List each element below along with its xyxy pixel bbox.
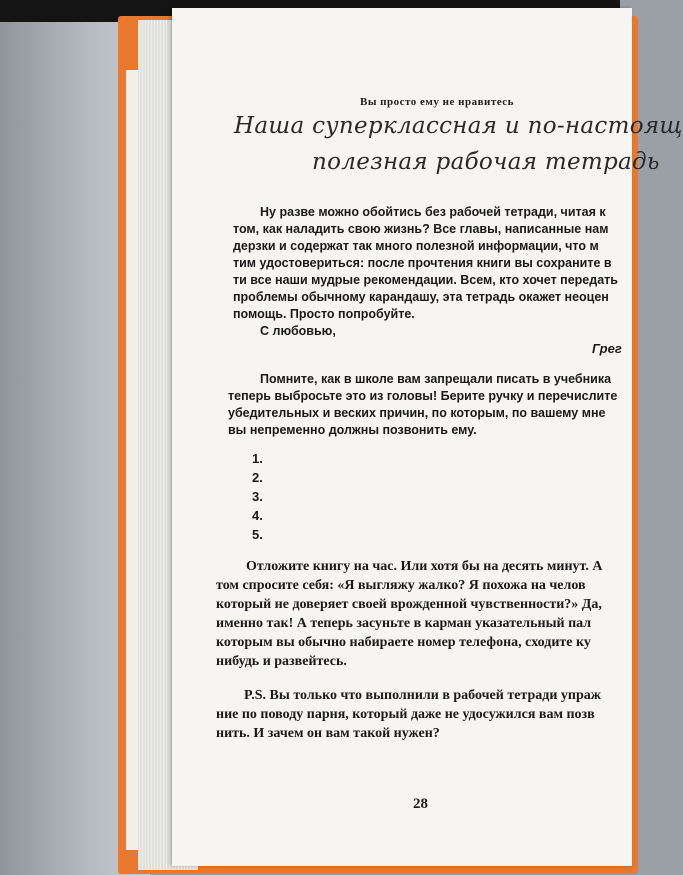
signature: Грег [592,341,622,356]
list-item: 2. [252,470,263,485]
exercise-line: Помните, как в школе вам запрещали писать в учебника [260,372,612,386]
chapter-title-line-2: полезная рабочая тетрадь [312,149,660,175]
intro-line: помощь. Просто попробуйте. [233,307,415,321]
exercise-line: теперь выбросьте это из головы! Берите ручку и перечислите [228,389,618,403]
book-page [172,8,683,866]
intro-line: проблемы обычному карандашу, эта тетрадь окажет неоцен [233,290,609,304]
intro-line: Ну разве можно обойтись без рабочей тетради, читая к [260,205,606,219]
exercise-line: вы непременно должны позвонить ему. [228,423,477,437]
paragraph-line: который не доверяет своей врожденной чувственности?» Да, [216,597,602,612]
page-number: 28 [413,796,428,812]
intro-line: том, как наладить свою жизнь? Все главы, написанные нам [233,222,609,236]
paragraph-line: нибудь и развейтесь. [216,654,347,669]
paragraph-line: которым вы обычно набираете номер телефона, сходите ку [216,635,591,650]
ps-line: P.S. Вы только что выполнили в рабочей тетради упраж [244,688,601,703]
paragraph-line: том спросите себя: «Я выгляжу жалко? Я похожа на челов [216,578,586,593]
paragraph-line: именно так! А теперь засуньте в карман указательный пал [216,616,592,631]
chapter-title-line-1: Наша суперклассная и по-настоящ [234,113,683,139]
list-item: 1. [252,451,263,466]
closing-text: С любовью, [260,324,336,338]
running-header: Вы просто ему не нравитесь [360,96,514,108]
intro-line: дерзки и содержат так много полезной информации, что м [233,239,599,253]
ps-line: нить. И зачем он вам такой нужен? [216,726,440,741]
exercise-line: убедительных и веских причин, по которым, по вашему мне [228,406,606,420]
paragraph-line: Отложите книгу на час. Или хотя бы на десять минут. А [246,559,603,574]
intro-line: ти все наши мудрые рекомендации. Всем, кто хочет передать [233,273,618,287]
list-item: 4. [252,508,263,523]
list-item: 3. [252,489,263,504]
list-item: 5. [252,527,263,542]
ps-line: ние по поводу парня, который даже не удосужился вам позв [216,707,595,722]
intro-line: тим удостовериться: после прочтения книги вы сохраните в [233,256,612,270]
